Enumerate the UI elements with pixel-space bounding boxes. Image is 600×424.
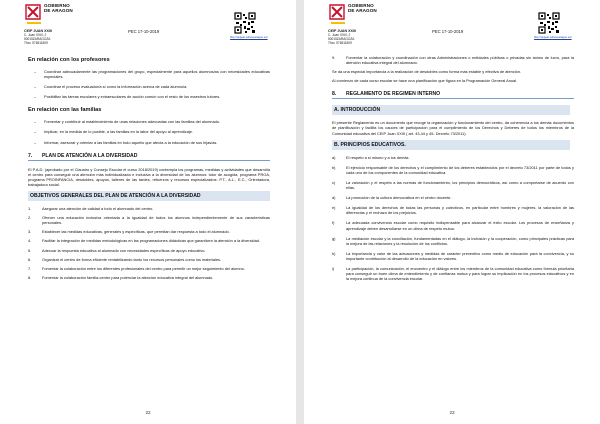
list-item [332, 236, 574, 246]
list-item-text: El ejercicio responsable de los derechos y el cumplimiento de los deberes establecidos por el decreto 73/2011 por parte de todos y cada uno de los componentes de la comunidad educativa. [346, 164, 574, 175]
list-item-text: Fomentar y contribuir al establecimiento de unas relaciones adecuadas con las familias del alumnado. [44, 119, 221, 125]
logo-line1: GOBIERNO [44, 3, 70, 8]
list-item-letter: b) [332, 164, 336, 170]
list-item [332, 220, 574, 230]
list-item: 8. Fomentar la colaboración familia-centro para potenciar la atención educativa integral del alumnado. [28, 274, 214, 280]
right-content [332, 55, 574, 286]
page-number: 23 [449, 410, 455, 415]
page-left [0, 0, 296, 424]
heading-familias: En relación con las familias [28, 107, 102, 114]
list-item: 3. Establecer las medidas educativas, generales y específicas, que permitan dar respuesta a todo el alumnado. [28, 229, 230, 235]
list-item-letter: i) [332, 265, 335, 271]
list-item-text: La importancia y valor de las actuaciones y medidas de carácter preventivo como medio de educación para la convivencia, y su importante contribución al desarrollo de la educación en valores. [346, 250, 574, 261]
list-item-number: 9. [332, 55, 336, 60]
school-address: C. Juan XXIII, 2 [328, 33, 351, 37]
list-item: 5. Adecuar la respuesta educativa al alumnado con necesidades específicas de apoyo educativo. [28, 247, 206, 253]
list-item-letter: e) [332, 205, 336, 211]
list-item-letter: c) [332, 179, 336, 185]
paragraph: Al comienzo de cada curso escolar se hace una planificación que figura en la Programación General Anual. [332, 78, 518, 84]
list-item-text: Informar, asesorar y orientar a las familias en todo aquello que afecta a la educación de sus hijas/as. [44, 139, 218, 145]
page-header [0, 0, 296, 54]
list-item [332, 165, 574, 175]
list-item-text: El respeto a sí mismo y a los demás. [346, 154, 410, 160]
list-item-text: Organizar el centro de forma eficiente rentabilizando tanto los recursos personales como los materiales. [42, 256, 222, 262]
list-item-text: Adecuar la respuesta educativa al alumnado con necesidades específicas de apoyo educativo. [42, 247, 206, 253]
page-header [304, 0, 600, 54]
pec-label: PEC 17-10-2019 [128, 29, 160, 34]
list-item-text: Fomentar la colaboración y coordinación con otras Administraciones o entidades públicas o privadas sin ánimo de lucro, para la atención educativa integral del alumnado. [346, 55, 574, 66]
list-item: 7. Fomentar la colaboración entre los diferentes profesionales del centro para permitir un mejor seguimiento del alumno. [28, 265, 245, 271]
list-item: – Informar, asesorar y orientar a las familias en todo aquello que afecta a la educación de sus hijas/as. [34, 139, 218, 145]
list-item: – Fomentar y contribuir al establecimiento de unas relaciones adecuadas con las familias del alumnado. [34, 119, 221, 125]
school-phone: Tfno: 976511809 [24, 41, 48, 45]
list-item-text: La promoción de la cultura democrática en el centro docente. [346, 195, 452, 201]
list-item: 4. Facilitar la integración de medidas metodológicas en las programaciones didácticas que garanticen la atención a la diversidad. [28, 238, 261, 244]
list-item-text: La igualdad de los derechos de todas las personas y colectivos, en particular entre hombres y mujeres, la valoración de las diferencias y el rechazo de los prejuicios. [346, 205, 574, 216]
school-info [328, 29, 356, 45]
school-address: C. Juan XXIII, 2 [24, 33, 47, 37]
logo-line2: DE ARAGON [44, 8, 73, 13]
objetivos-heading: OBJETIVOS GENERALES DEL PLAN DE ATENCIÓN A LA DIVERSIDAD [28, 191, 270, 201]
list-item-text: La adecuada convivencia escolar como requisito indispensable para alcanzar el éxito escolar. Los procesos de enseñanza y aprendizaje deben desarrollarse en un clima de respeto mutuo. [346, 220, 574, 231]
school-info [24, 29, 52, 45]
list-item: – Implicar, en la medida de lo posible, a las familias en la labor del apoyo al aprendizaje. [34, 129, 194, 135]
section-number: 7. [28, 152, 33, 159]
list-item: – Posibilitar las tareas escolares y extraescolares de acción común con el resto de los maestros tutores. [34, 94, 221, 100]
logo-line1: GOBIERNO [348, 3, 374, 8]
heading-profesores: En relación con los profesores [28, 57, 110, 63]
list-item [332, 155, 574, 160]
list-item: – Coordinar el proceso evaluador/a sí como la información acerca de cada alumno/a. [34, 84, 188, 90]
list-item [332, 251, 574, 261]
paragraph: Se da una especial importancia a la realización de desdobles como forma más estable y efectiva de atención. [332, 69, 522, 75]
list-item-text: Coordinar el proceso evaluador/a sí como la información acerca de cada alumno/a. [44, 84, 188, 90]
list-item-text: Posibilitar las tareas escolares y extraescolares de acción común con el resto de los maestros tutores. [44, 94, 221, 100]
list-item-text: Establecer las medidas educativas, generales y específicas, que permitan dar respuesta a todo el alumnado. [42, 229, 230, 235]
section-title: PLAN DE ATENCIÓN A LA DIVERSIDAD [42, 152, 138, 159]
section-paragraph: El P.A.D. (aprobado por el Claustro y Consejo Escolar el curso 2018/2019) contempla los programas, medidas y actividades que desarrolla el centro para conseguir una atención más individualizada e inclusiva a la diversidad de los alumnos: tutor de acogida, programa PROA, programa PROINFANCIA, desdobles, apoyos, talleres de las tardes, refuerzos y recursos especializados: P.T., A.L., E.C., Orientadora, trabajadora social. [28, 166, 270, 187]
list-item-text: Fomentar la colaboración entre los diferentes profesionales del centro para permitir un mejor seguimiento del alumno. [42, 265, 245, 271]
list-item [332, 180, 574, 190]
list-item [332, 266, 574, 281]
list-item-letter: g) [332, 235, 336, 241]
list-item [332, 205, 574, 215]
intro-paragraph: El presente Reglamento es un documento que recoge la organización y funcionamiento del centro, da coherencia a los demás documentos de planificación y facilita los cauces de participación para el cumplimiento de los Derechos y Deberes de todos los miembros de la Comunidad educativa del CEIP Juan XXIII ( art. 43,44 y 45- Decreto 73/2011). [332, 120, 574, 136]
school-website-link[interactable]: http://cpjuan.educa.aragon.es/ [534, 35, 572, 39]
list-item-text: Ofrecer una educación inclusiva orientada a la igualdad de todos los alumnos independientemente de sus características personales. [42, 215, 270, 226]
school-phone: Tfno: 976511809 [328, 41, 352, 45]
list-item [332, 195, 574, 200]
list-item: 1. Asegurar una atención de calidad a todo el alumnado del centro. [28, 206, 154, 212]
logo-line2: DE ARAGON [348, 8, 377, 13]
section-title: REGLAMENTO DE REGIMEN INTERNO [346, 91, 441, 98]
logo-text [348, 3, 377, 13]
section-heading-8 [332, 89, 574, 99]
logo-text [44, 3, 73, 13]
principios-heading: B. PRINCIPIOS EDUCATIVOS. [332, 140, 570, 150]
school-city: 50015ZARAGOZA [24, 37, 51, 41]
pec-label: PEC 17-10-2019 [432, 29, 464, 34]
left-content [28, 55, 270, 284]
list-item-text: La valoración y el respeto a las normas de funcionamiento, los principios democráticos, así como a comportarse de acuerdo con ellas. [346, 179, 574, 191]
school-city: 50015ZARAGOZA [328, 37, 355, 41]
list-item: – Coordinar adecuadamente las programaciones del grupo, especialmente para aquellos alumnos/as con necesidades educativas especiales. [34, 69, 270, 80]
section-number: 8. [332, 91, 337, 98]
list-item [332, 55, 574, 65]
qr-code-icon [538, 12, 560, 34]
list-item-text: Facilitar la integración de medidas metodológicas en las programaciones didácticas que garanticen la atención a la diversidad. [42, 238, 261, 244]
section-heading-7 [28, 151, 270, 161]
list-item-text: Fomentar la colaboración familia-centro para potenciar la atención educativa integral del alumnado. [42, 274, 214, 280]
list-item-text: La mediación escolar y la conciliación, fundamentadas en el diálogo, la inclusión y la cooperación, como principales prácticas para la mejora de las relaciones y la resolución de los conflictos. [346, 235, 574, 246]
list-item-letter: d) [332, 195, 336, 201]
list-item-text: Asegurar una atención de calidad a todo el alumnado del centro. [42, 206, 154, 212]
list-item-text: La participación, la comunicación, el encuentro y el diálogo entre los miembros de la comunidad educativa como fórmula prioritaria para conseguir un buen clima de entendimiento y de confianza mutua y para lograr su implicación en los procesos educativos y en la mejora continua de la convivencia escolar. [346, 265, 574, 282]
list-item-letter: a) [332, 154, 336, 160]
list-item-text: Coordinar adecuadamente las programaciones del grupo, especialmente para aquellos alumnos/as con necesidades educativas especiales. [44, 69, 270, 80]
list-item-letter: f) [332, 220, 335, 226]
school-website-link[interactable]: http://cpjuan.educa.aragon.es/ [230, 35, 268, 39]
qr-code-icon [234, 12, 256, 34]
school-name: CEIP JUAN XXIII [24, 29, 52, 33]
list-item-text: Implicar, en la medida de lo posible, a las familias en la labor del apoyo al aprendizaje. [44, 129, 194, 135]
list-item: 6. Organizar el centro de forma eficiente rentabilizando tanto los recursos personales como los materiales. [28, 256, 222, 262]
school-name: CEIP JUAN XXIII [328, 29, 356, 33]
list-item: 2. Ofrecer una educación inclusiva orientada a la igualdad de todos los alumnos independientemente de sus características personales. [28, 215, 270, 226]
page-right [304, 0, 600, 424]
page-number: 22 [145, 410, 151, 415]
list-item-letter: h) [332, 250, 336, 256]
intro-heading: A. INTRODUCCIÓN [332, 105, 570, 115]
